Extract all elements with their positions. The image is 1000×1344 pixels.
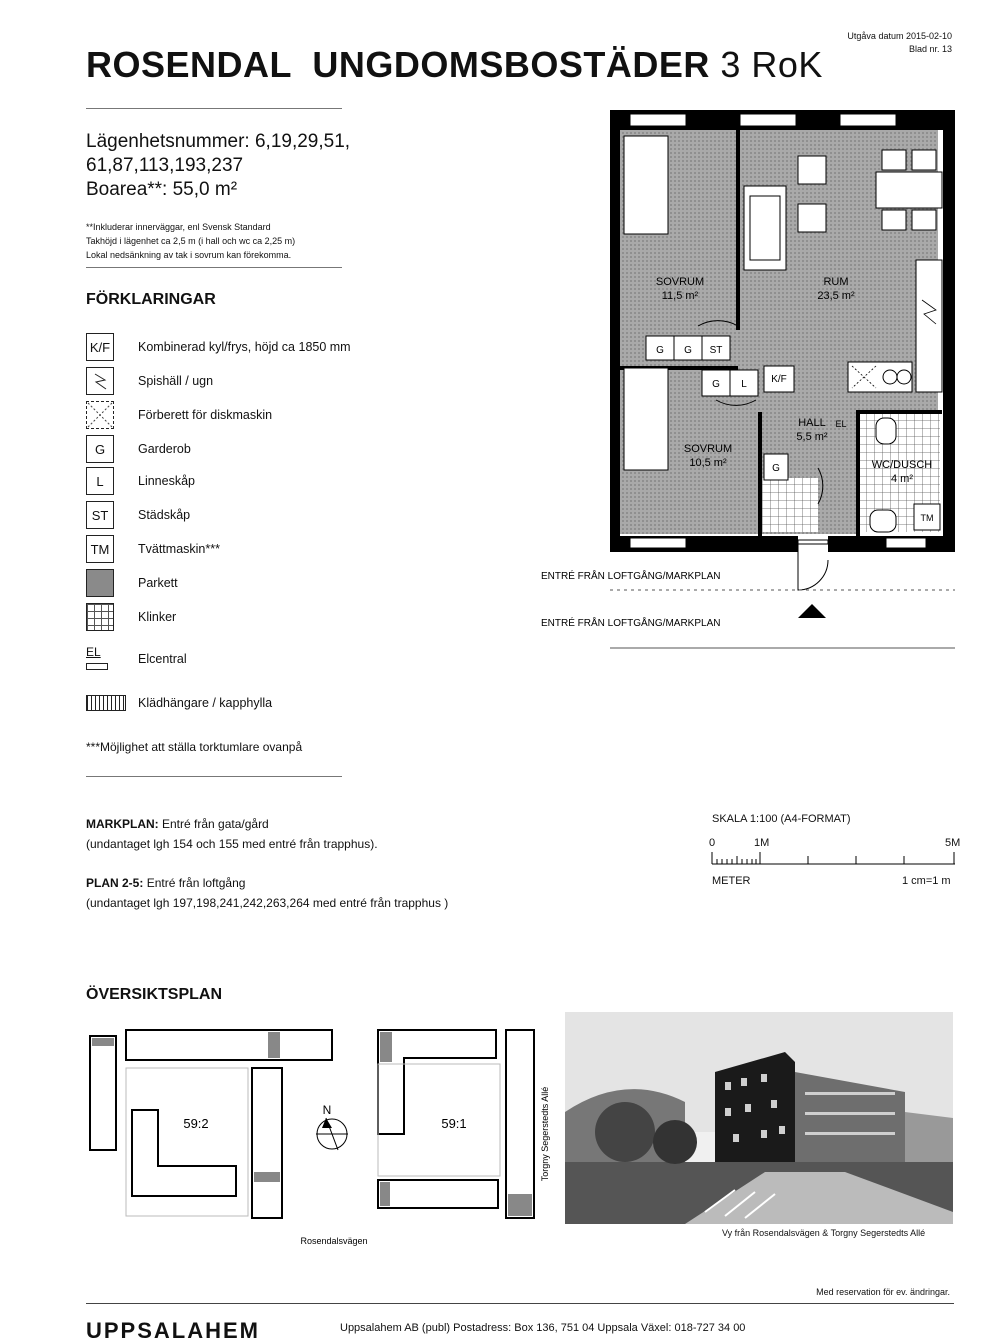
plan-label-g: G [656,345,664,356]
markplan-line [86,817,269,831]
room-name: WC/DUSCH [871,459,933,471]
room-name: SOVRUM [683,443,733,455]
bed [624,136,668,234]
unit-info [86,130,386,202]
building [506,1030,534,1218]
issue-meta [847,30,952,56]
dishwasher-icon [86,401,114,429]
site-plan [86,1024,556,1252]
legend-item [86,568,178,598]
legend-label: Parkett [138,576,178,590]
compass-icon [316,1118,348,1150]
apartment-numbers-cont: 61,87,113,193,237 [86,155,244,176]
legend-heading: FÖRKLARINGAR [86,291,216,308]
block-label: 59:2 [183,1116,209,1131]
scale-bar [710,850,960,866]
markplan-label: MARKPLAN: [86,817,159,831]
hall-tiles [762,478,818,532]
kitchen-counter [916,260,942,392]
company-logo: UPPSALAHEM [86,1318,261,1343]
plan-label-g: G [772,463,780,474]
room-name: HALL [798,417,826,429]
room-area: 4 m² [891,473,913,485]
wardrobe-symbol: G [86,435,114,463]
legend-label: Städskåp [138,508,191,522]
legend-footnote: ***Möjlighet att ställa torktumlare ovanpå [86,740,303,754]
legend-item [86,466,195,496]
markplan-note: (undantaget lgh 154 och 155 med entré från trapphus). [86,837,378,851]
legend-label: Spishäll / ugn [138,374,214,388]
bed [624,368,668,470]
note: Lokal nedsänkning av tak i sovrum kan förekomma. [86,250,292,260]
note: Takhöjd i lägenhet ca 2,5 m (i hall och wc ca 2,25 m) [86,236,296,246]
wall [758,412,762,536]
sofa-cushion [750,196,780,260]
dining-table [876,172,942,208]
legend-item [86,332,351,362]
page-title [86,44,823,86]
washbasin [870,510,896,532]
plan-text: Entré från loftgång [146,876,246,890]
legend-label: Linneskåp [138,474,195,488]
sheet-number: Blad nr. 13 [908,44,952,54]
street-label: Rosendalsvägen [300,1236,368,1246]
plan-label-g: G [684,345,692,356]
legend-item [86,688,273,718]
title-main: ROSENDAL UNGDOMSBOSTÄDER [86,44,710,85]
entrance-arrow-icon [798,604,826,618]
issue-date: Utgåva datum 2015-02-10 [847,31,952,41]
scale-unit: METER [712,875,751,887]
scale-title: SKALA 1:100 (A4-FORMAT) [712,813,851,825]
legend-item [86,434,191,464]
plan-label-kf: K/F [771,374,787,385]
room-area: 11,5 m² [661,290,699,302]
kitchen-counter [848,362,912,392]
tile-swatch [86,603,114,631]
window [740,114,796,126]
chair [882,210,906,230]
plan-note: (undantaget lgh 197,198,241,242,263,264 med entré från trapphus ) [86,896,449,910]
scale-tick-5: 5M [945,837,961,849]
divider [86,776,342,777]
legend-item [86,644,187,674]
chair [912,210,936,230]
window [886,538,926,548]
north-label: N [322,1103,332,1117]
divider [86,267,342,268]
unit-notes [86,220,346,262]
plan-label-g: G [712,379,720,390]
company-address: Uppsalahem AB (publ) Postadress: Box 136, 751 04 Uppsala Växel: 018-727 34 00 [340,1322,746,1334]
chair [882,150,906,170]
room-name: RUM [823,276,849,288]
linen-cabinet-symbol: L [86,467,114,495]
armchair [798,156,826,184]
entrance-door [798,540,828,544]
note: **Inkluderar innerväggar, enl Svensk Standard [86,222,271,232]
coat-rack-icon [86,695,126,711]
window [840,114,896,126]
living-area: Boarea**: 55,0 m² [86,179,238,200]
entrance-label: ENTRÉ FRÅN LOFTGÅNG/MARKPLAN [541,571,721,582]
entrance-door-swing [798,544,828,590]
overview-heading: ÖVERSIKTSPLAN [86,986,223,1003]
building [378,1180,498,1208]
room-area: 10,5 m² [689,457,727,469]
building [126,1030,332,1060]
plan-label-st: ST [709,345,723,356]
plan-line [86,876,245,890]
scale-ratio: 1 cm=1 m [902,875,951,887]
fridge-freezer-symbol: K/F [86,333,114,361]
wall [610,110,620,550]
building-rendering [565,1012,953,1224]
window [630,538,686,548]
chair [912,150,936,170]
legend-item [86,534,220,564]
building [252,1068,282,1218]
window [630,114,686,126]
electrical-panel-icon: EL [86,645,114,673]
markplan-text: Entré från gata/gård [162,817,269,831]
legend-item [86,400,273,430]
plan-label-tm: TM [920,513,934,523]
legend-label: Kombinerad kyl/frys, höjd ca 1850 mm [138,340,351,354]
plan-label-l: L [741,379,747,390]
legend-label: Förberett för diskmaskin [138,408,273,422]
legend-label: Elcentral [138,652,187,666]
apartment-numbers: Lägenhetsnummer: 6,19,29,51, [86,131,351,152]
legend-label: Tvättmaskin*** [138,542,220,556]
reservation-note: Med reservation för ev. ändringar. [816,1287,950,1297]
rendering-caption: Vy från Rosendalsvägen & Torgny Segerstedts Allé [722,1228,926,1238]
cleaning-cabinet-symbol: ST [86,501,114,529]
stove-icon [86,367,114,395]
divider [86,108,342,109]
legend-label: Klädhängare / kapphylla [138,696,273,710]
building [378,1030,496,1134]
scale-tick-0: 0 [709,837,716,849]
footer-divider [86,1303,954,1304]
scale-tick-1: 1M [754,837,770,849]
wall [736,130,740,330]
armchair [798,204,826,232]
parquet-swatch [86,569,114,597]
legend-label: Garderob [138,442,191,456]
entrance-label: ENTRÉ FRÅN LOFTGÅNG/MARKPLAN [541,618,721,629]
washing-machine-symbol: TM [86,535,114,563]
room-area: 23,5 m² [817,290,855,302]
wall [943,110,955,550]
legend-item [86,602,177,632]
wall [856,410,942,414]
plan-label-el: EL [835,419,847,429]
floor-plan [530,100,970,660]
wall [856,410,860,536]
title-type: 3 RoK [720,44,823,85]
street-label: Torgny Segerstedts Allé [540,1086,550,1182]
block-label: 59:1 [441,1116,467,1131]
legend-item [86,500,191,530]
room-area: 5,5 m² [796,431,828,443]
toilet [876,418,896,444]
room-name: SOVRUM [655,276,705,288]
legend-label: Klinker [138,610,177,624]
building [90,1036,116,1150]
legend-item [86,366,214,396]
plan-label: PLAN 2-5: [86,876,144,890]
